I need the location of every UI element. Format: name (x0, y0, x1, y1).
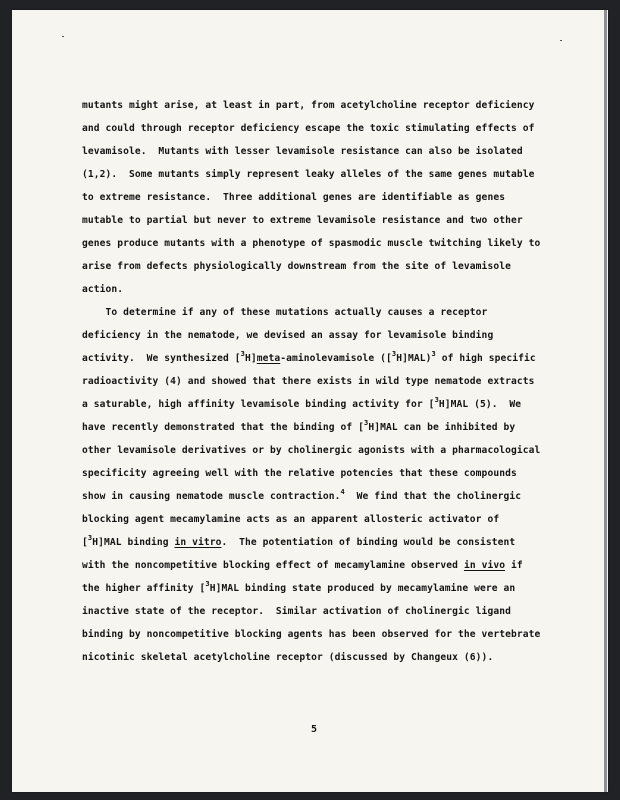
text-line: inactive state of the receptor. Similar activation of cholinergic ligand (82, 606, 511, 617)
text-line: To determine if any of these mutations actually causes a receptor (82, 307, 488, 318)
text-run: if (505, 560, 523, 571)
superscript: 3 (434, 396, 439, 404)
superscript: 3 (391, 350, 397, 358)
text-run: show in causing nematode muscle contraction. (82, 491, 341, 502)
text-line: mutants might arise, at least in part, from acetylcholine receptor deficiency (82, 100, 535, 111)
text-run: H] (244, 353, 257, 364)
page-edge-shadow (604, 10, 607, 792)
text-line: arise from defects physiologically downstream from the site of levamisole (82, 261, 511, 272)
text-line (82, 350, 536, 365)
text-run: [ (82, 537, 88, 548)
superscript: 3 (205, 580, 210, 588)
text-line: radioactivity (4) and showed that there exists in wild type nematode extracts (82, 376, 535, 387)
scan-speck (560, 40, 562, 41)
text-line: (1,2). Some mutants simply represent leaky alleles of the same genes mutable (82, 169, 535, 180)
text-run: H]MAL (5). We (438, 399, 522, 410)
page-number: 5 (311, 724, 318, 735)
text-run: We find that the cholinergic (344, 491, 522, 502)
text-run: H]MAL binding (92, 537, 175, 548)
text-line (82, 534, 516, 549)
text-run: activity. We synthesized [ (82, 353, 241, 364)
superscript: 3 (87, 534, 93, 542)
text-run: . The potentiation of binding would be consistent (221, 537, 516, 548)
text-line: and could through receptor deficiency escape the toxic stimulating effects of (82, 123, 535, 134)
text-run: H]MAL can be inhibited by (368, 422, 516, 433)
text-line: specificity agreeing well with the relative potencies that these compounds (82, 468, 517, 479)
text-line (82, 488, 522, 503)
text-line (82, 396, 522, 411)
text-line (82, 419, 516, 434)
footnote-marker: 3 (431, 350, 436, 358)
text-line: action. (82, 284, 124, 295)
underlined-term: meta (256, 353, 281, 364)
text-run: H]MAL) (396, 353, 432, 364)
text-line: nicotinic skeletal acetylcholine receptor (discussed by Changeux (6)). (82, 652, 494, 663)
text-line: binding by noncompetitive blocking agents has been observed for the vertebrate (82, 629, 541, 640)
text-line: mutable to partial but never to extreme levamisole resistance and two other (82, 215, 523, 226)
text-line: genes produce mutants with a phenotype of spasmodic muscle twitching likely to (82, 238, 541, 249)
text-line (82, 580, 516, 595)
text-line: blocking agent mecamylamine acts as an apparent allosteric activator of (82, 514, 500, 525)
text-run: with the noncompetitive blocking effect of mecamylamine observed (82, 560, 464, 571)
text-line: levamisole. Mutants with lesser levamisole resistance can also be isolated (82, 146, 523, 157)
text-line: to extreme resistance. Three additional genes are identifiable as genes (82, 192, 506, 203)
underlined-term: in vivo (463, 560, 506, 571)
scan-speck (62, 36, 64, 37)
text-run: a saturable, high affinity levamisole binding activity for [ (82, 399, 435, 410)
text-run: the higher affinity [ (82, 583, 206, 594)
text-run: of high specific (435, 353, 536, 364)
superscript: 3 (240, 350, 245, 358)
text-run: -aminolevamisole ([ (280, 353, 392, 364)
superscript: 3 (364, 419, 369, 427)
footnote-marker: 4 (340, 488, 345, 496)
text-line (82, 560, 523, 572)
text-line: deficiency in the nematode, we devised an assay for levamisole binding (82, 330, 494, 341)
text-line: other levamisole derivatives or by cholinergic agonists with a pharmacological (82, 445, 541, 456)
text-run: H]MAL binding state produced by mecamylamine were an (209, 583, 516, 594)
underlined-term: in vitro (174, 537, 222, 548)
text-run: have recently demonstrated that the binding of [ (82, 422, 365, 433)
